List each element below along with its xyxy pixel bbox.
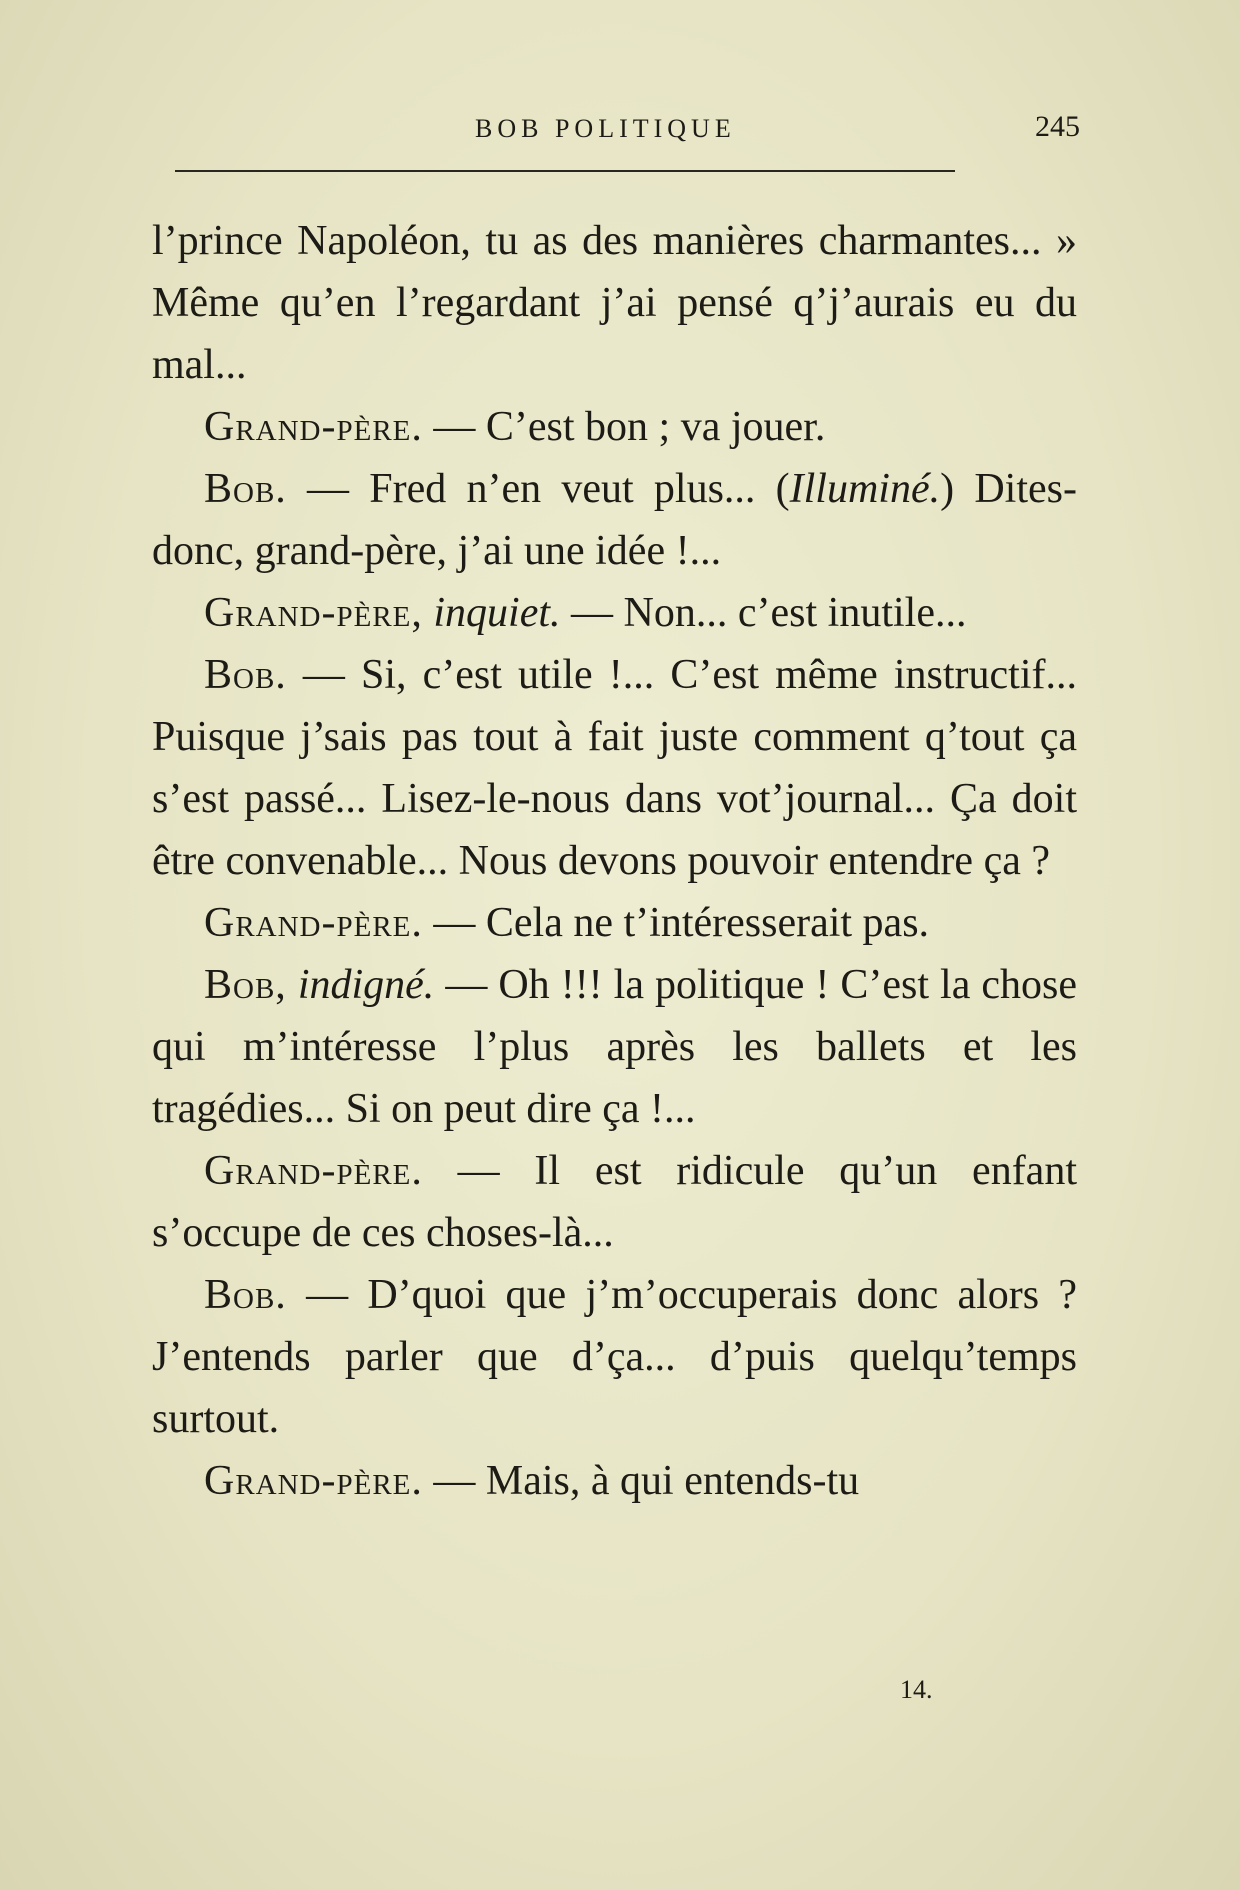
speaker-name: Grand-père.: [204, 900, 423, 946]
paragraph-text: — Il est ridicule qu’un enfant s’occupe de ces choses-là...: [152, 1148, 1077, 1256]
stage-direction: Illuminé.: [789, 466, 941, 512]
paragraph-text: — Non... c’est inutile...: [560, 590, 967, 636]
paragraph-10: [152, 1450, 1077, 1512]
paragraph-text: — C’est bon ; va jouer.: [422, 404, 826, 450]
paragraph-6: [152, 892, 1077, 954]
speaker-name: Bob.: [204, 652, 287, 698]
paragraph-3: [152, 458, 1077, 582]
paragraph-5: [152, 644, 1077, 892]
paragraph-text: — Mais, à qui entends-tu: [422, 1458, 860, 1504]
page-header: [175, 108, 1080, 158]
paragraph-text: — Fred n’en veut plus... (: [286, 466, 790, 512]
speaker-name: Bob,: [204, 962, 287, 1008]
stage-direction: indigné.: [286, 962, 435, 1008]
paragraph-text: — Oh !!! la politique ! C’est la chose qui m’intéresse l’plus après les ballets et les tragédies... Si on peut dire ça !...: [152, 962, 1077, 1132]
paragraph-7: [152, 954, 1077, 1140]
paragraph-4: [152, 582, 1077, 644]
speaker-name: Grand-père.: [204, 1458, 423, 1504]
page-number: 245: [1035, 110, 1080, 143]
speaker-name: Grand-père,: [204, 590, 423, 636]
speaker-name: Grand-père.: [204, 404, 423, 450]
paragraph-9: [152, 1264, 1077, 1450]
paragraph-text-continued: ) Dites-donc, grand-père, j’ai une idée !...: [152, 466, 1077, 574]
stage-direction: inquiet.: [422, 590, 561, 636]
paragraph-text: — Si, c’est utile !... C’est même instructif... Puisque j’sais pas tout à fait juste comment q’tout ça s’est passé... Lisez-le-nous dans vot’journal... Ça doit être convenable... Nous devons pouvoir entendre ça ?: [152, 652, 1077, 884]
signature-mark: 14.: [900, 1675, 933, 1704]
paragraph-2: [152, 396, 1077, 458]
speaker-name: Bob.: [204, 1272, 287, 1318]
paragraph-1: [152, 210, 1077, 396]
speaker-name: Bob.: [204, 466, 287, 512]
running-title: BOB POLITIQUE: [475, 114, 736, 143]
paragraph-text: l’prince Napoléon, tu as des manières charmantes... » Même qu’en l’regardant j’ai pensé q’j’aurais eu du mal...: [152, 218, 1077, 388]
paragraph-text: — D’quoi que j’m’occuperais donc alors ? J’entends parler que d’ça... d’puis quelqu’temps surtout.: [152, 1272, 1077, 1442]
header-rule: [175, 170, 955, 172]
body-text: [152, 210, 1077, 1512]
paragraph-text: — Cela ne t’intéresserait pas.: [422, 900, 930, 946]
paragraph-8: [152, 1140, 1077, 1264]
speaker-name: Grand-père.: [204, 1148, 423, 1194]
